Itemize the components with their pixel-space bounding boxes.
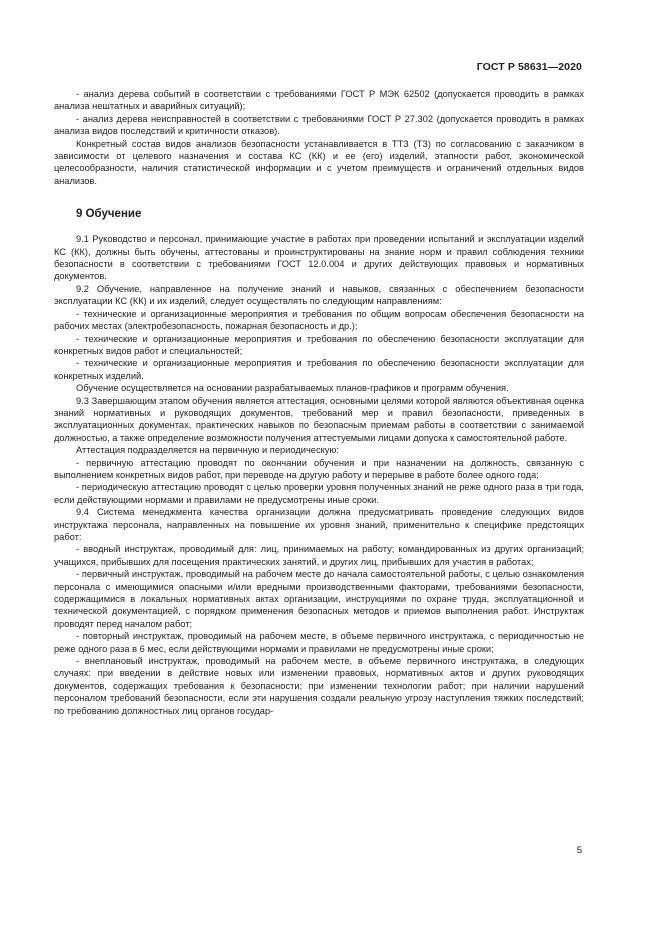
page-body [54, 88, 584, 717]
section-title: 9 Обучение [76, 208, 142, 221]
standard-header: ГОСТ Р 58631—2020 [476, 61, 582, 73]
paragraph: 9.1 Руководство и персонал, принимающие участие в работах при проведении испытаний и эксплуатации изделий КС (КК), должны быть обучены, аттестованы и проинструктированы на знание норм и правил соблюдения техники безопасности в соответствии с требованиями ГОСТ 12.0.004 и других действующих правовых и нормативных документов. [54, 234, 584, 282]
paragraph: - периодическую аттестацию проводят с целью проверки уровня полученных знаний не реже одного раза в три года, если действующими нормами и правилами не предусмотрены иные сроки. [54, 482, 584, 505]
paragraph: - вводный инструктаж, проводимый для: лиц, принимаемых на работу; командированных из других организаций; учащихся, прибывших для посещения практических занятий, и других лиц, прибывших для участия в работах; [54, 544, 584, 567]
paragraph: - анализ дерева событий в соответствии с требованиями ГОСТ Р МЭК 62502 (допускается проводить в рамках анализа нештатных и аварийных ситуаций); [54, 89, 584, 112]
paragraph: Обучение осуществляется на основании разрабатываемых планов-графиков и программ обучения. [76, 383, 509, 394]
paragraph: - первичный инструктаж, проводимый на рабочем месте до начала самостоятельной работы, с целью ознакомления персонала с имеющимися опасными и/или вредными производственными факторами, требованиями безопасности, содержащимися в локальных нормативных актах организации, инструкциями по охране труда, эксплуатационной и технической документацией, с порядком применения безопасных методов и приемов выполнения работ. Инструктаж проводят перед началом работ; [54, 569, 584, 629]
paragraph: 9.3 Завершающим этапом обучения является аттестация, основными целями которой являются объективная оценка знаний нормативных и руководящих документов, требований мер и правил безопасности, приведенных в эксплуатационных документах, практических навыков по безопасным приемам работы в соответствии с занимаемой должностью, а также определение возможности получения аттестуемыми лицами допуска к самостоятельной работе. [54, 395, 584, 443]
paragraph: Аттестация подразделяется на первичную и периодическую: [76, 445, 339, 456]
paragraph: - технические и организационные мероприятия и требования по обеспечению безопасности эксплуатации для конкретных видов работ и специальностей; [54, 333, 584, 356]
paragraph: - анализ дерева неисправностей в соответствии с требованиями ГОСТ Р 27.302 (допускается проводить в рамках анализа видов последствий и критичности отказов). [54, 113, 584, 137]
paragraph: Конкретный состав видов анализов безопасности устанавливается в ТТЗ (ТЗ) по согласованию с заказчиком в зависимости от целевого назначения и состава КС (КК) и ее (его) изделий, этапности работ, экономической целесообразности, наличия статистической информации и с учетом преимуществ и ограничений отдельных видов анализов. [54, 138, 584, 186]
paragraph: - повторный инструктаж, проводимый на рабочем месте, в объеме первичного инструктажа, с периодичностью не реже одного раза в 6 мес, если действующими нормами и правилами не предусмотрены иные сроки; [54, 631, 584, 654]
paragraph: - внеплановый инструктаж, проводимый на рабочем месте, в объеме первичного инструктажа, в следующих случаях: при введении в действие новых или изменении правовых, нормативных актов и других руководящих документов, содержащих требования к безопасности; при изменении технологии работ; при наличии нарушений персоналом требований безопасности, если эти нарушения создали реальную угрозу наступления тяжких последствий; по требованию должностных лиц органов государ- [54, 656, 584, 716]
paragraph: 9.2 Обучение, направленное на получение знаний и навыков, связанных с обеспечением безопасности эксплуатации КС (КК) и их изделий, следует осуществлять по следующим направлениям: [54, 283, 584, 307]
paragraph: - технические и организационные мероприятия и требования по общим вопросам обеспечения безопасности на рабочих местах (электробезопасность, пожарная безопасность и др.); [54, 308, 584, 332]
paragraph: - технические и организационные мероприятия и требования по обеспечению безопасности эксплуатации для конкретных изделий. [54, 358, 584, 381]
paragraph: 9.4 Система менеджмента качества организации должна предусматривать проведение следующих видов инструктажа персонала, направленных на повышение их уровня знаний, применительно к специфике предстоящих работ: [54, 507, 584, 542]
page-number: 5 [576, 845, 582, 856]
paragraph: - первичную аттестацию проводят по окончании обучения и при назначении на должность, связанную с выполнением конкретных видов работ, при переводе на другую работу и перерыве в работе более одного года; [54, 457, 584, 480]
